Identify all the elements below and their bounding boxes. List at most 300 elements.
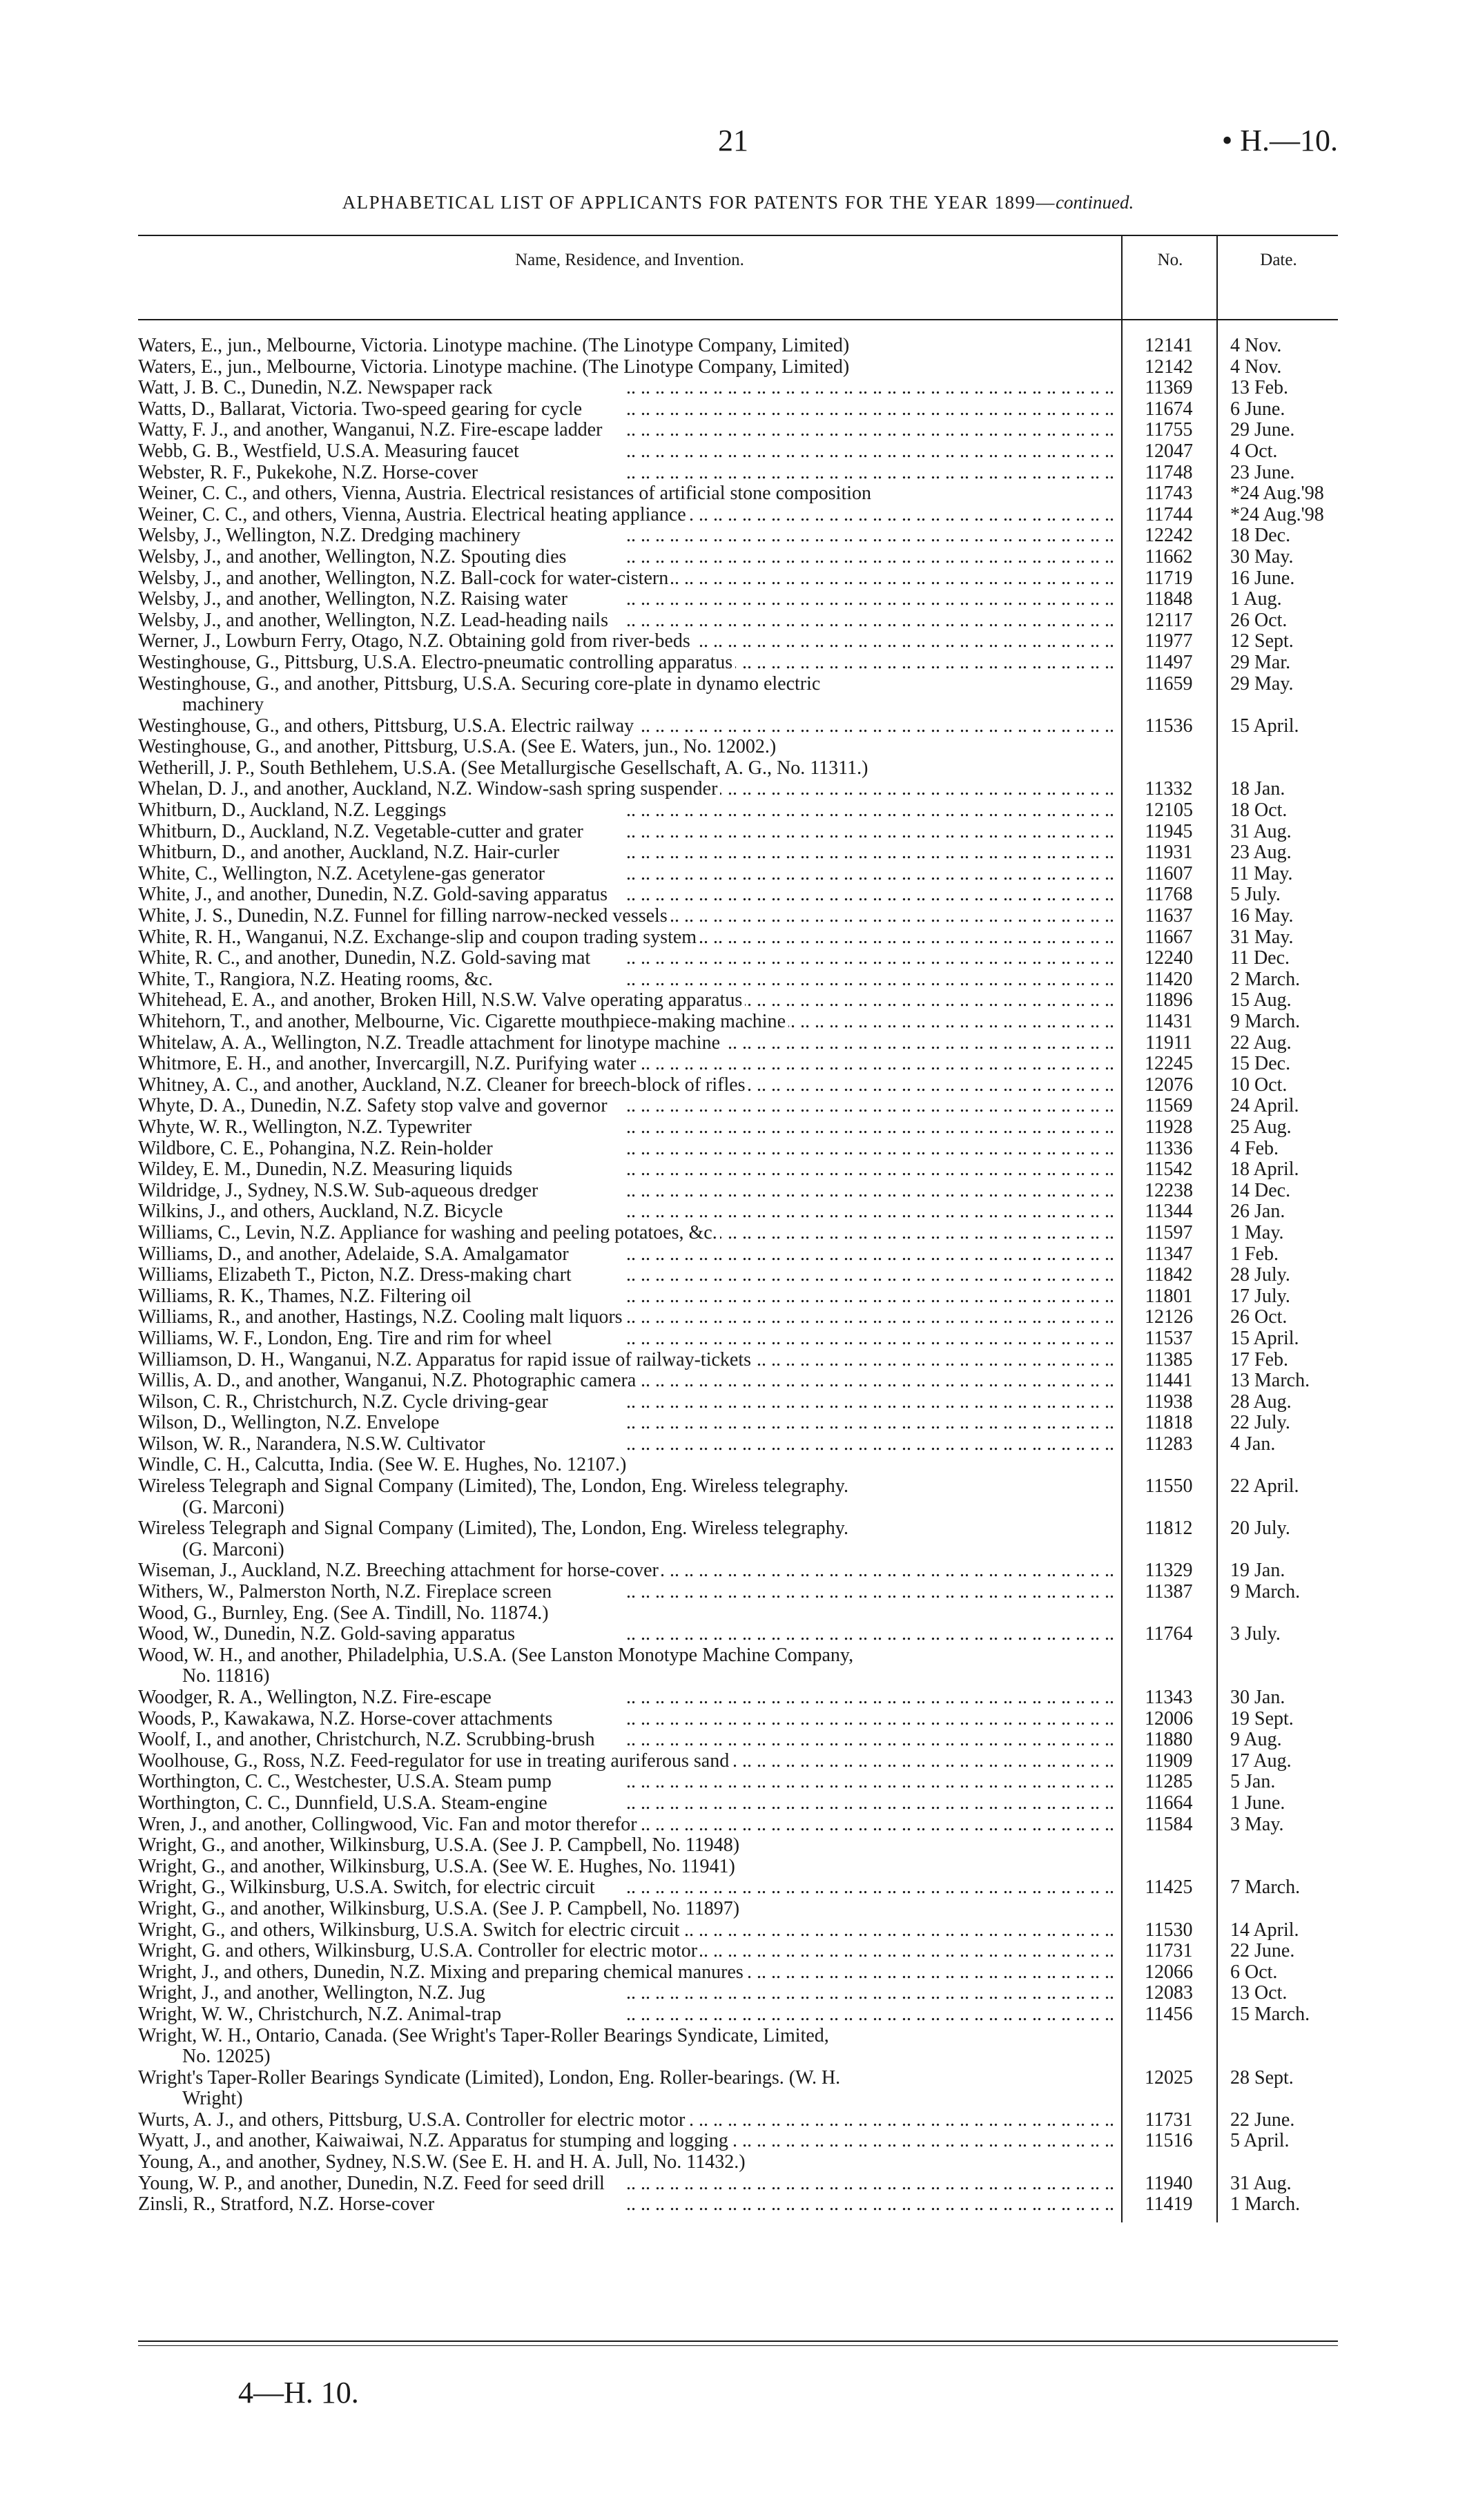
table-row [138,1941,1338,1962]
entry-date: 22 June. [1230,1940,1295,1962]
entry-date: 3 May. [1230,1813,1284,1835]
entry-number: 12240 [1145,947,1193,969]
table-row [138,969,1338,991]
entry-text: Wyatt, J., and another, Kaiwaiwai, N.Z. Apparatus for stumping and logging [138,2131,731,2151]
table-row [138,463,1338,484]
entry-number: 11369 [1145,377,1193,399]
entry-date: 1 Aug. [1230,588,1282,610]
entry-date: 26 Oct. [1230,609,1288,631]
entry-name [138,399,1121,420]
entry-name [138,906,1121,927]
table-row [138,420,1338,441]
table-row [138,2152,1338,2173]
entry-name [138,1455,1121,1476]
entry-name [138,2110,1121,2131]
entry-name [138,800,1121,822]
entry-text: Waters, E., jun., Melbourne, Victoria. Linotype machine. (The Linotype Company, Limited) [138,336,852,356]
entry-text: Woolf, I., and another, Christchurch, N.Z. Scrubbing-brush [138,1729,598,1750]
entry-date: 15 Dec. [1230,1053,1291,1075]
entry-name [138,1011,1121,1033]
entry-name [138,1434,1121,1455]
table-row [138,2131,1338,2152]
entry-name [138,1920,1121,1941]
entry-number: 11542 [1145,1159,1193,1181]
entry-text: Willis, A. D., and another, Wanganui, N.Z. Photographic camera [138,1370,639,1391]
entry-name [138,884,1121,906]
table-row [138,674,1338,716]
entry-name [138,1877,1121,1899]
entry-number: 11637 [1145,905,1193,927]
entry-date: 15 Aug. [1230,989,1292,1011]
table-bottom-rule [138,2340,1338,2342]
entry-name [138,505,1121,526]
entry-date: *24 Aug.'98 [1230,503,1324,525]
page-signature: 4—H. 10. [238,2376,359,2410]
entry-date: 1 March. [1230,2193,1301,2216]
entry-date: 30 Jan. [1230,1687,1285,1708]
entry-date: 30 May. [1230,545,1294,568]
entry-date: 3 July. [1230,1623,1281,1645]
entry-text: Whyte, W. R., Wellington, N.Z. Typewriter [138,1117,474,1138]
entry-name [138,737,1121,758]
entry-text: Wren, J., and another, Collingwood, Vic. Fan and motor therefor [138,1814,640,1835]
entry-text: Welsby, J., and another, Wellington, N.Z. Raising water [138,589,570,610]
table-row [138,927,1338,949]
table-row [138,1709,1338,1730]
entry-text: White, T., Rangiora, N.Z. Heating rooms, &c. [138,969,496,990]
entry-text: Wood, W. H., and another, Philadelphia, U.S.A. (See Lanston Monotype Machine Company, [138,1645,854,1666]
entry-name [138,1709,1121,1730]
entry-name [138,2152,1121,2173]
entry-number: 11425 [1145,1877,1193,1899]
entry-text: Wireless Telegraph and Signal Company (Limited), The, London, Eng. Wireless telegraphy. [138,1476,848,1498]
entry-number: 11896 [1145,989,1193,1011]
entry-continuation: machinery [182,694,264,716]
entry-text: Wright, G., Wilkinsburg, U.S.A. Switch, for electric circuit [138,1877,598,1898]
entry-text: Wildey, E. M., Dunedin, N.Z. Measuring liquids [138,1159,515,1180]
table-row [138,864,1338,885]
entry-number: 12025 [1145,2066,1193,2088]
title-continued: continued. [1056,192,1134,213]
entry-date: 6 Oct. [1230,1961,1278,1983]
entry-text: Wright's Taper-Roller Bearings Syndicate (Limited), London, Eng. Roller-bearings. (W. H. [138,2067,841,2088]
entry-number: 12105 [1145,799,1193,822]
entry-date: 14 Dec. [1230,1179,1291,1201]
entry-name [138,1518,1121,1560]
entry-name [138,779,1121,800]
entry-date: 22 Aug. [1230,1031,1292,1054]
table-row [138,1265,1338,1286]
table-row [138,1075,1338,1096]
entry-name [138,1645,1121,1687]
entry-number: 11731 [1145,1940,1193,1962]
entry-text: Zinsli, R., Stratford, N.Z. Horse-cover [138,2194,437,2215]
entry-date: 15 April. [1230,1327,1299,1349]
page-number: 21 [718,124,748,157]
entry-name [138,1392,1121,1413]
table-row [138,568,1338,590]
entry-name [138,483,1121,505]
entry-number: 11283 [1145,1433,1193,1455]
entry-date [1216,2152,1338,2173]
entry-number: 11584 [1145,1813,1193,1835]
entry-name [138,1201,1121,1223]
entry-date: 18 Jan. [1230,778,1285,800]
column-header-name: Name, Residence, and Invention. [515,251,744,269]
entry-name [138,357,1121,378]
entry-date [1216,1835,1338,1857]
entry-number: 11931 [1145,842,1193,864]
entry-number: 11516 [1145,2130,1193,2152]
table-header [138,236,1338,319]
table-row [138,336,1338,357]
entry-continuation: No. 12025) [182,2046,271,2068]
entry-text: Weiner, C. C., and others, Vienna, Austria. Electrical resistances of artificial stone composition [138,483,874,504]
entry-date: 26 Jan. [1230,1201,1285,1223]
entry-number: 11842 [1145,1264,1193,1286]
table-row [138,1455,1338,1476]
entry-text: Wright, W. H., Ontario, Canada. (See Wright's Taper-Roller Bearings Syndicate, Limited, [138,2025,829,2046]
table-row [138,1392,1338,1413]
table-row [138,1983,1338,2004]
entry-number: 12141 [1145,335,1193,356]
table-row [138,1307,1338,1328]
entry-name [138,1603,1121,1625]
entry-text: Worthington, C. C., Dunnfield, U.S.A. Steam-engine [138,1793,550,1814]
table-row [138,1011,1338,1033]
table-row [138,822,1338,843]
entry-name [138,652,1121,674]
entry-number: 11344 [1145,1201,1193,1223]
table-row [138,1434,1338,1455]
column-header-date: Date. [1216,236,1339,319]
entry-date: 4 Feb. [1230,1137,1279,1159]
entry-text: Wright, J., and another, Wellington, N.Z. Jug [138,1983,488,2004]
entry-date: 9 March. [1230,1011,1301,1032]
entry-text: Wood, W., Dunedin, N.Z. Gold-saving apparatus [138,1624,518,1645]
entry-date: 22 June. [1230,2109,1295,2131]
table-row [138,1835,1338,1857]
entry-name [138,589,1121,610]
entry-number: 12006 [1145,1707,1193,1729]
entry-number: 11667 [1145,926,1193,948]
entry-number: 12126 [1145,1306,1193,1328]
table-row [138,1033,1338,1054]
entry-text: Wiseman, J., Auckland, N.Z. Breeching attachment for horse-cover [138,1560,661,1581]
entry-date: 29 Mar. [1230,651,1291,673]
entry-number: 11945 [1145,820,1193,842]
entry-name [138,2026,1121,2068]
entry-date: 20 July. [1230,1518,1290,1540]
entry-name [138,1181,1121,1202]
entry-name [138,463,1121,484]
entry-text: Whitburn, D., and another, Auckland, N.Z. Hair-curler [138,842,562,863]
entry-text: Whitelaw, A. A., Wellington, N.Z. Treadle attachment for linotype machine [138,1033,723,1054]
table-row [138,884,1338,906]
table-row [138,737,1338,758]
entry-number: 11801 [1145,1285,1193,1307]
entry-date: 10 Oct. [1230,1074,1288,1096]
entry-text: Wood, G., Burnley, Eng. (See A. Tindill, No. 11874.) [138,1603,552,1624]
entry-date: 17 Aug. [1230,1750,1292,1772]
entry-date: 9 March. [1230,1581,1301,1603]
entry-name [138,547,1121,568]
entry-name [138,1793,1121,1814]
table-row [138,1244,1338,1266]
entry-date: *24 Aug.'98 [1230,483,1324,505]
entry-date: 17 Feb. [1230,1348,1288,1370]
entry-name [138,1772,1121,1793]
entry-text: Wright, G., and others, Wilkinsburg, U.S.A. Switch for electric circuit [138,1920,682,1941]
entry-text: Webb, G. B., Westfield, U.S.A. Measuring faucet [138,441,522,462]
entry-text: Westinghouse, G., and another, Pittsburg, U.S.A. (See E. Waters, jun., No. 12002.) [138,737,779,757]
entry-number [1121,1899,1216,1920]
table-row [138,1899,1338,1920]
entry-text: Whitehorn, T., and another, Melbourne, Vic. Cigarette mouthpiece-making machine [138,1011,788,1032]
entry-number: 11880 [1145,1729,1193,1751]
entry-name [138,1328,1121,1350]
entry-name [138,1983,1121,2004]
entry-name [138,525,1121,547]
entry-text: Welsby, J., and another, Wellington, N.Z. Lead-heading nails [138,610,611,631]
table-row [138,758,1338,779]
entry-number: 11940 [1145,2172,1193,2194]
entry-name [138,1223,1121,1244]
entry-text: Williamson, D. H., Wanganui, N.Z. Apparatus for rapid issue of railway-tickets [138,1350,754,1370]
entry-number: 11607 [1145,862,1193,884]
applicants-table [138,235,1338,2216]
entry-number: 11347 [1145,1243,1193,1265]
table-row [138,1054,1338,1075]
entry-number: 11848 [1145,588,1193,610]
entry-number: 11743 [1145,483,1193,505]
entry-date: 5 Jan. [1230,1771,1276,1793]
entry-date [1216,1455,1338,1476]
entry-name [138,1962,1121,1984]
entry-name [138,1857,1121,1878]
entry-date: 31 Aug. [1230,820,1292,842]
table-row [138,2110,1338,2131]
entry-text: Woods, P., Kawakawa, N.Z. Horse-cover attachments [138,1709,555,1729]
table-row [138,2194,1338,2216]
entry-date: 1 May. [1230,1221,1284,1243]
table-row [138,441,1338,463]
entry-date: 23 Aug. [1230,842,1292,864]
entry-number: 12242 [1145,525,1193,547]
entry-name [138,1265,1121,1286]
entry-name [138,1413,1121,1434]
entry-name [138,1476,1121,1518]
entry-number [1121,1603,1216,1625]
entry-text: Webster, R. F., Pukekohe, N.Z. Horse-cover [138,463,480,483]
entry-number: 11731 [1145,2109,1193,2131]
entry-text: Wildbore, C. E., Pohangina, N.Z. Rein-holder [138,1138,496,1159]
table-row [138,948,1338,969]
table-row [138,842,1338,864]
entry-text: White, J. S., Dunedin, N.Z. Funnel for filling narrow-necked vessels [138,906,670,927]
entry-name [138,1370,1121,1392]
entry-date: 18 Oct. [1230,799,1288,822]
entry-name [138,927,1121,949]
table-row [138,2173,1338,2195]
entry-date: 4 Nov. [1230,335,1282,356]
entry-text: Wright, G. and others, Wilkinsburg, U.S.A. Controller for electric motor [138,1941,700,1961]
entry-name [138,1814,1121,1836]
entry-text: Williams, Elizabeth T., Picton, N.Z. Dress-making chart [138,1265,574,1286]
entry-date: 11 Dec. [1230,947,1290,969]
table-row [138,589,1338,610]
entry-number: 11818 [1145,1412,1193,1434]
entry-number: 11744 [1145,503,1193,525]
entry-continuation: No. 11816) [182,1665,270,1687]
entry-number: 11536 [1145,715,1193,737]
entry-text: Whitmore, E. H., and another, Invercargill, N.Z. Purifying water [138,1054,639,1074]
entry-text: Whitburn, D., Auckland, N.Z. Leggings [138,800,449,821]
entry-text: Welsby, J., Wellington, N.Z. Dredging machinery [138,525,523,546]
entry-date: 13 Oct. [1230,1982,1288,2004]
entry-text: Williams, R. K., Thames, N.Z. Filtering oil [138,1286,474,1307]
table-row [138,1624,1338,1645]
entry-name [138,378,1121,399]
entry-number: 12047 [1145,440,1193,462]
entry-number: 11662 [1145,545,1193,568]
entry-text: Wildridge, J., Sydney, N.S.W. Sub-aqueous dredger [138,1181,541,1201]
entry-name [138,758,1121,779]
entry-text: Woodger, R. A., Wellington, N.Z. Fire-escape [138,1687,494,1708]
table-row [138,1814,1338,1836]
entry-number: 11285 [1145,1771,1193,1793]
entry-date: 14 April. [1230,1919,1299,1941]
entry-name [138,2068,1121,2110]
entry-text: Wurts, A. J., and others, Pittsburg, U.S.A. Controller for electric motor [138,2110,688,2131]
entry-text: Withers, W., Palmerston North, N.Z. Fireplace screen [138,1582,554,1602]
entry-name [138,842,1121,864]
entry-name [138,716,1121,737]
entry-name [138,568,1121,590]
table-row [138,505,1338,526]
entry-name [138,1560,1121,1582]
table-row [138,378,1338,399]
column-header-no: No. [1121,236,1218,319]
entry-name [138,1624,1121,1645]
entry-name [138,2173,1121,2195]
entry-date [1216,1899,1338,1920]
entry-name [138,1582,1121,1603]
entry-name [138,1096,1121,1117]
table-row [138,1751,1338,1772]
table-row [138,1286,1338,1308]
entry-text: Wireless Telegraph and Signal Company (Limited), The, London, Eng. Wireless telegraphy. [138,1518,848,1540]
entry-text: Whitburn, D., Auckland, N.Z. Vegetable-cutter and grater [138,822,586,842]
entry-date: 15 March. [1230,2003,1310,2025]
entry-number: 11387 [1145,1581,1193,1603]
entry-number: 11420 [1145,968,1193,990]
entry-name [138,1350,1121,1371]
entry-name [138,1941,1121,1962]
entry-number: 12076 [1145,1074,1193,1096]
entry-number: 12083 [1145,1982,1193,2004]
entry-date: 22 April. [1230,1475,1299,1498]
entry-number: 11977 [1145,630,1193,652]
table-row [138,2026,1338,2068]
entry-name [138,674,1121,716]
entry-number: 11336 [1145,1137,1193,1159]
entry-date: 28 Aug. [1230,1390,1292,1413]
entry-text: Young, A., and another, Sydney, N.S.W. (See E. H. and H. A. Jull, No. 11432.) [138,2152,748,2173]
entry-number: 11597 [1145,1221,1193,1243]
table-row [138,1370,1338,1392]
table-body [138,320,1338,2216]
entry-date: 1 Feb. [1230,1243,1279,1265]
entry-name [138,1138,1121,1160]
entry-number: 11332 [1145,778,1193,800]
entry-number: 11928 [1145,1116,1193,1138]
entry-text: Wright, G., and another, Wilkinsburg, U.S.A. (See J. P. Campbell, No. 11948) [138,1835,742,1856]
table-row [138,399,1338,420]
entry-name [138,610,1121,632]
entry-date: 13 March. [1230,1370,1310,1392]
entry-date: 31 Aug. [1230,2172,1292,2194]
entry-number: 11768 [1145,884,1193,906]
entry-date: 25 Aug. [1230,1116,1292,1138]
entry-name [138,2194,1121,2216]
entry-date: 26 Oct. [1230,1306,1288,1328]
table-row [138,1413,1338,1434]
table-row [138,2068,1338,2110]
entry-date: 5 April. [1230,2130,1290,2152]
table-row [138,1877,1338,1899]
entry-date: 4 Jan. [1230,1433,1276,1455]
table-row [138,652,1338,674]
table-row [138,800,1338,822]
entry-name [138,1687,1121,1709]
entry-text: Williams, D., and another, Adelaide, S.A. Amalgamator [138,1244,572,1265]
entry-number: 11719 [1145,567,1193,589]
entry-text: Whyte, D. A., Dunedin, N.Z. Safety stop valve and governor [138,1096,610,1116]
table-row [138,779,1338,800]
entry-number [1121,737,1216,758]
entry-number: 11764 [1145,1623,1193,1645]
entry-text: Wright, G., and another, Wilkinsburg, U.S.A. (See W. E. Hughes, No. 11941) [138,1857,738,1877]
entry-date: 28 July. [1230,1264,1290,1286]
entry-name [138,1835,1121,1857]
entry-text: Watts, D., Ballarat, Victoria. Two-speed gearing for cycle [138,399,585,420]
entry-text: Windle, C. H., Calcutta, India. (See W. E. Hughes, No. 12107.) [138,1455,629,1475]
table-row [138,1729,1338,1751]
entry-date: 31 May. [1230,926,1294,948]
entry-text: Watty, F. J., and another, Wanganui, N.Z. Fire-escape ladder [138,420,605,440]
entry-number: 12238 [1145,1179,1193,1201]
entry-date [1216,1603,1338,1625]
title-main: ALPHABETICAL LIST OF APPLICANTS FOR PATENTS FOR THE YEAR 1899— [342,192,1056,213]
entry-number: 11569 [1145,1095,1193,1117]
entry-number: 12117 [1145,609,1193,631]
entry-date: 4 Nov. [1230,356,1282,378]
entry-text: Whitney, A. C., and another, Auckland, N.Z. Cleaner for breech-block of rifles [138,1075,748,1096]
table-row [138,610,1338,632]
entry-name [138,2004,1121,2026]
entry-date: 17 July. [1230,1285,1290,1307]
table-row [138,716,1338,737]
entry-number: 11385 [1145,1348,1193,1370]
entry-text: Wilson, C. R., Christchurch, N.Z. Cycle driving-gear [138,1392,551,1413]
table-row [138,1772,1338,1793]
entry-date [1216,737,1338,758]
entry-number: 11674 [1145,398,1193,420]
entry-name [138,1307,1121,1328]
entry-number: 11537 [1145,1327,1193,1349]
entry-name [138,990,1121,1011]
